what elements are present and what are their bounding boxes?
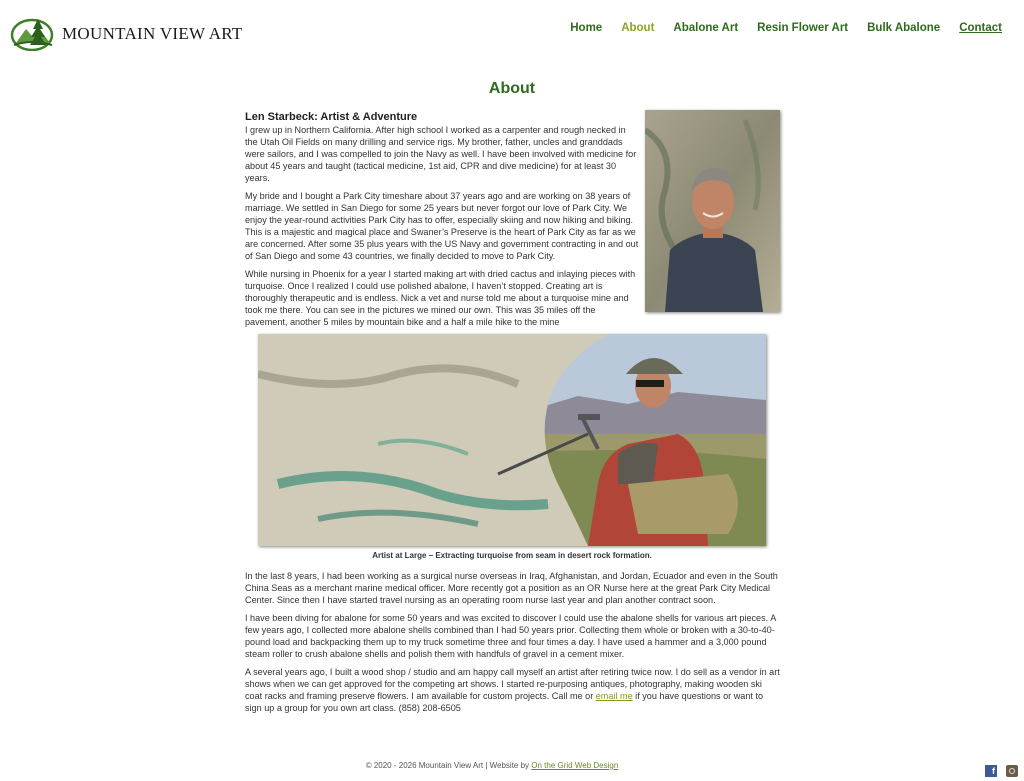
bio-paragraph: While nursing in Phoenix for a year I started making art with dried cactus and inlaying pieces with turquoise. Once I realized I could use polished abalone, I haven’t stopped. Creating art is thoroughly therapeutic and is endless. Nick a vet and nurse told me about a turquoise mine and took me there. You can see in the pictures we mined our own. This was 35 miles off the pavement, another 5 miles by mountain bike and a half a mile hike to the mine: [245, 269, 636, 327]
bio-paragraph: My bride and I bought a Park City timeshare about 37 years ago and are working on 38 years of marriage. We settled in San Diego for some 25 years but never forgot our love of Park City. We enjoy the year-round activities Park City has to offer, especially skiing and now hiking and biking. This is a majestic and magical place and Swaner’s Preserve is the heart of Park City as far as we are concerned. After some 35 plus years with the US Navy and government contracting in and out of San Diego and some 43 countries, we finally decided to move to Park City.: [245, 191, 639, 261]
artist-heading: Len Starbeck: Artist & Adventure: [245, 111, 418, 123]
bio-paragraph: In the last 8 years, I had been working as a surgical nurse overseas in Iraq, Afghanistan, and Jordan, Ecuador and even in the South China Seas as a merchant marine medical officer. More recently got a position as an OR Nurse here at the great Park City Medical Center. Since then I have started travel nursing as an operating room nurse last year and plan another contract soon.: [245, 571, 778, 605]
email-me-link[interactable]: email me: [595, 691, 633, 701]
bio-paragraph: I grew up in Northern California. After high school I worked as a carpenter and rough necked in the Utah Oil Fields on many drilling and service rigs. My brother, father, uncles and granddads were sailors, and I was compelled to join the Navy as well. I have been involved with medicine for about 45 years and taught (tactical medicine, 1st aid, CPR and dive medicine) for at least 30 years.: [245, 125, 637, 183]
social-links: [985, 765, 1018, 777]
site-logo[interactable]: [10, 15, 243, 51]
bio-paragraph-contact: [245, 666, 780, 714]
nav-resin-flower-art[interactable]: Resin Flower Art: [757, 22, 849, 34]
web-designer-link[interactable]: On the Grid Web Design: [531, 761, 619, 770]
instagram-icon[interactable]: [1006, 765, 1018, 777]
site-logo-text: MOUNTAIN VIEW ART: [62, 24, 243, 43]
nav-about[interactable]: About: [621, 22, 655, 34]
about-content: [245, 110, 780, 720]
site-footer: [0, 761, 984, 770]
nav-contact[interactable]: Contact: [959, 22, 1002, 34]
artist-portrait-photo: [645, 110, 780, 312]
facebook-icon[interactable]: f: [985, 765, 997, 777]
copyright-text: © 2020 - 2026 Mountain View Art | Website by: [365, 761, 532, 770]
turquoise-mining-figure: [258, 334, 766, 562]
site-header: [0, 0, 1024, 64]
turquoise-mining-photo: [258, 334, 766, 546]
nav-abalone-art[interactable]: Abalone Art: [673, 22, 739, 34]
contact-text-before: A several years ago, I built a wood shop / studio and am happy call myself an artist after retiring twice now. I do sell as a vendor in art shows when we can get approved for the competing art shows. I started re-purposing antiques, photography, making wooden ski coat racks and framing preserve flowers. I am available for custom projects. Call me or: [245, 667, 780, 701]
nav-home[interactable]: Home: [570, 22, 603, 34]
photo-caption: Artist at Large – Extracting turquoise from seam in desert rock formation.: [372, 551, 652, 560]
bio-paragraph: I have been diving for abalone for some 50 years and was excited to discover I could use the abalone shells for various art pieces. A few years ago, I collected more abalone shells combined than I had 50 years prior. Collecting them whole or broken with a 30-to-40-pound load and backpacking them up to my truck sometime three and four times a day. I have used a hammer and a 3,000 pound steam roller to crush abalone shells and polish them with handfuls of gravel in a cement mixer.: [245, 613, 776, 659]
page-title: About: [488, 80, 536, 97]
contact-text-after: if you have questions or want to sign up a group for you own art class. (858) 208-6505: [245, 691, 764, 713]
main-nav: [570, 22, 1002, 34]
nav-bulk-abalone[interactable]: Bulk Abalone: [867, 22, 941, 34]
mountain-tree-logo-icon: [10, 15, 58, 51]
